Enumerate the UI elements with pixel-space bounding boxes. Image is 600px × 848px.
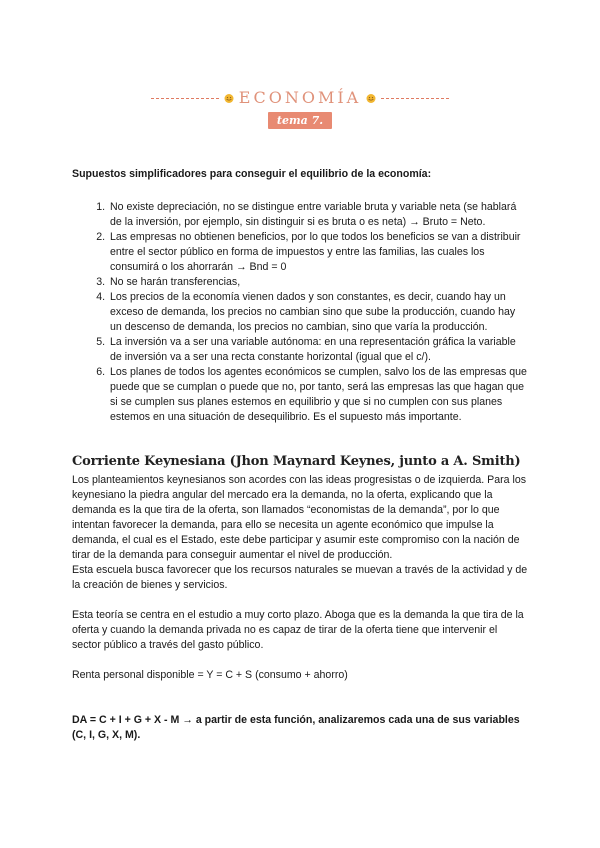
dashed-rule-left: [151, 98, 219, 99]
section-title: Corriente Keynesiana (Jhon Maynard Keynes, junto a A. Smith): [72, 454, 521, 469]
document-header: [0, 88, 600, 129]
brand-title: ECONOMÍA: [238, 88, 362, 107]
keynes-paragraph: Esta escuela busca favorecer que los recursos naturales se muevan a través de la actividad y de la creación de bienes y servicios.: [72, 564, 528, 591]
sun-icon: [223, 92, 235, 104]
list-item: 4. Los precios de la economía vienen dados y son constantes, es decir, cuando hay un exceso de demanda, los precios no cambian sino que sube la producción, cuando hay un descenso de demanda, los precios no cambian, sino que varía la producción.: [108, 290, 528, 335]
topic-tag: tema 7.: [268, 112, 332, 129]
sun-icon: [365, 92, 377, 104]
brand-line: [0, 88, 600, 108]
list-item: 6. Los planes de todos los agentes económicos se cumplen, salvo los de las empresas que puede que se cumplan o puede que no, por tanto, será las empresas las que hagan que si se cumplen sus planes estemos en equilibrio y que si no cumplen con sus planes estemos en una situación de desequilibrio. Es el supuesto más importante.: [108, 365, 528, 425]
dashed-rule-right: [381, 98, 449, 99]
keynes-paragraph: Los planteamientos keynesianos son acordes con las ideas progresistas o de izquierda. Para los keynesiano la piedra angular del mercado era la demanda, no la oferta, explicando que la demanda es la que tira de la oferta, son llamados “economistas de la demanda”, por lo que intentan favorecer la demanda, para ello se necesita un agente económico que impulse la demanda, el cual es el Estado, este debe participar y asumir este compromiso con la nación de tirar de la demanda para conseguir aumentar el nivel de producción.: [72, 474, 527, 561]
aggregate-demand-formula: DA = C + I + G + X - M → a partir de esta función, analizaremos cada una de sus variables (C, I, G, X, M).: [72, 714, 520, 741]
keynes-paragraph: Esta teoría se centra en el estudio a muy corto plazo. Aboga que es la demanda la que tira de la oferta y cuando la demanda privada no es capaz de tirar de la oferta tiene que intervenir el sector público a través del gasto público.: [72, 609, 524, 651]
list-item: 5. La inversión va a ser una variable autónoma: en una representación gráfica la variable de inversión va a ser una recta constante horizontal (igual que el c/).: [108, 335, 528, 365]
assumptions-list: [72, 200, 528, 425]
list-item: 3. No se harán transferencias,: [108, 275, 528, 290]
list-item: 1. No existe depreciación, no se distingue entre variable bruta y variable neta (se hablará de la inversión, por ejemplo, sin distinguir si es bruta o es neta) → Bruto = Neto.: [108, 200, 528, 230]
document-body: [72, 167, 528, 743]
assumptions-heading: Supuestos simplificadores para conseguir el equilibrio de la economía:: [72, 168, 432, 180]
income-formula: Renta personal disponible = Y = C + S (consumo + ahorro): [72, 669, 348, 681]
list-item: 2. Las empresas no obtienen beneficios, por lo que todos los beneficios se van a distribuir entre el sector público en forma de impuestos y entre las familias, las cuales los consumirá o los ahorrarán → Bnd = 0: [108, 230, 528, 275]
